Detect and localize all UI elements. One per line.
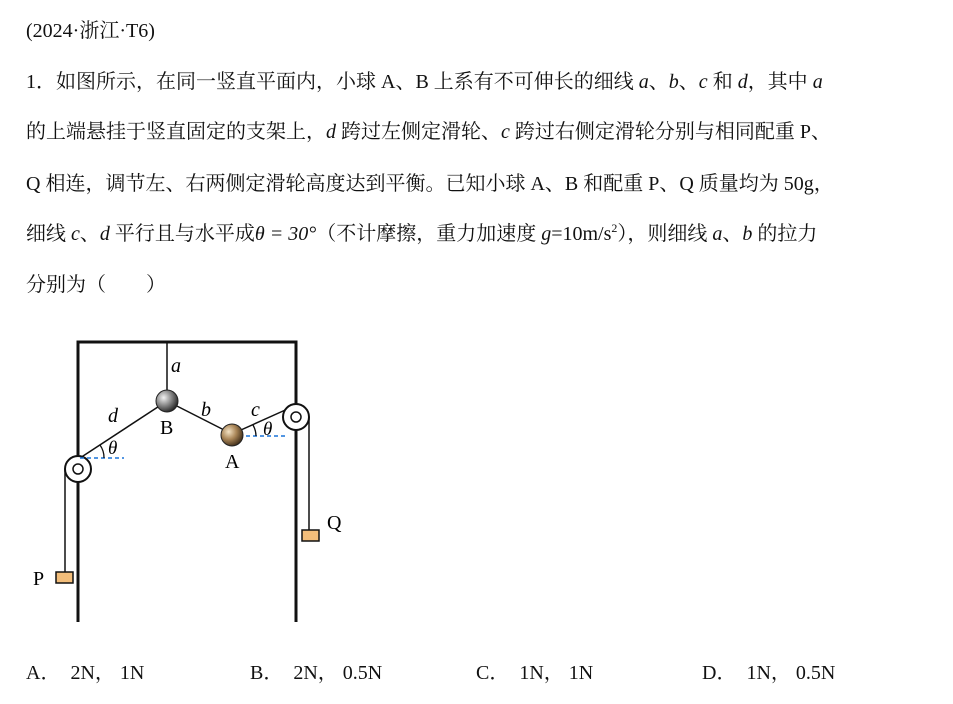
support-frame <box>78 342 296 622</box>
question-text: 跨过右侧定滑轮分别与相同配重 P、 <box>509 121 832 143</box>
var-b: b <box>742 223 753 245</box>
question-text: 、 <box>722 223 743 245</box>
var-a: a <box>812 71 823 93</box>
right-pulley <box>283 404 309 430</box>
label-theta-right: θ <box>263 419 273 440</box>
question-line-1 <box>26 65 823 94</box>
option-text: 1N， 0.5N <box>746 662 836 684</box>
var-a: a <box>712 223 723 245</box>
option-letter: D． <box>702 662 737 684</box>
option-letter: C． <box>476 662 510 684</box>
var-d: d <box>737 71 748 93</box>
separator: 、 <box>678 71 699 93</box>
question-text: （不计摩擦，重力加速度 <box>316 223 542 245</box>
string-d <box>80 401 167 458</box>
option-letter: B． <box>250 662 284 684</box>
option-text: 1N， 1N <box>519 662 594 684</box>
option-text: 2N， 0.5N <box>293 662 383 684</box>
option-b[interactable] <box>250 656 382 685</box>
var-a: a <box>638 71 649 93</box>
physics-figure <box>20 330 360 630</box>
label-ball-b: B <box>160 417 174 439</box>
question-text: 细线 <box>26 223 71 245</box>
label-c: c <box>251 399 260 421</box>
label-ball-a: A <box>225 451 240 473</box>
ball-b <box>156 390 178 412</box>
left-pulley <box>65 456 91 482</box>
question-text: =10m/s <box>551 223 612 245</box>
question-text: ，其中 <box>747 71 813 93</box>
var-c: c <box>698 71 708 93</box>
question-text: 1．如图所示，在同一竖直平面内，小球 A、B 上系有不可伸长的细线 <box>26 71 639 93</box>
var-g: g <box>541 223 552 245</box>
var-d: d <box>99 223 110 245</box>
label-weight-p: P <box>33 568 45 590</box>
label-d: d <box>108 405 118 427</box>
option-d[interactable] <box>702 656 835 685</box>
figure-svg <box>20 330 360 630</box>
question-text: 平行且与水平成 <box>109 223 255 245</box>
option-a[interactable] <box>26 656 144 685</box>
angle-arc-left <box>100 445 104 458</box>
option-letter: A． <box>26 662 61 684</box>
var-b: b <box>668 71 679 93</box>
angle-arc-right <box>253 425 256 436</box>
question-line-4 <box>26 217 817 246</box>
label-weight-q: Q <box>327 512 342 534</box>
var-d: d <box>326 121 336 143</box>
superscript: 2 <box>611 221 618 235</box>
theta-expression: θ = 30° <box>254 223 317 245</box>
option-c[interactable] <box>476 656 593 685</box>
var-c: c <box>501 121 510 143</box>
question-line-5: 分别为（ ） <box>26 274 166 296</box>
question-line-2 <box>26 115 831 144</box>
question-text: 、 <box>79 223 100 245</box>
question-text: ），则细线 <box>617 223 713 245</box>
label-b: b <box>201 399 211 421</box>
answer-options <box>26 656 926 686</box>
weight-p <box>56 572 73 583</box>
question-text: 的上端悬挂于竖直固定的支架上， <box>26 121 326 143</box>
option-text: 2N， 1N <box>70 662 145 684</box>
question-source: (2024·浙江·T6) <box>26 20 155 42</box>
question-text: 和 <box>707 71 738 93</box>
label-a: a <box>171 355 181 377</box>
separator: 、 <box>648 71 669 93</box>
var-c: c <box>71 223 80 245</box>
ball-a <box>221 424 243 446</box>
question-text: 的拉力 <box>752 223 818 245</box>
question-line-3: Q 相连，调节左、右两侧定滑轮高度达到平衡。已知小球 A、B 和配重 P、Q 质量均为 50g， <box>26 173 834 195</box>
weight-q <box>302 530 319 541</box>
question-text: 跨过左侧定滑轮、 <box>336 121 501 143</box>
label-theta-left: θ <box>108 438 118 459</box>
